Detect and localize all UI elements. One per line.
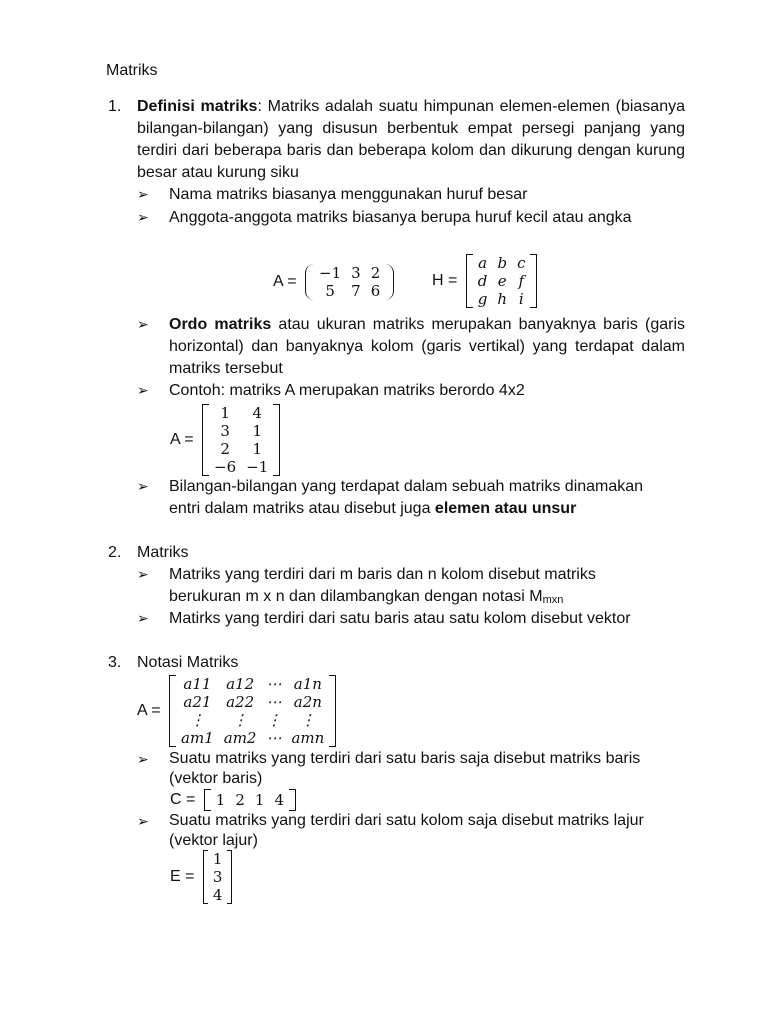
mxn-paragraph	[169, 564, 659, 608]
matrix-row	[209, 404, 273, 422]
matrix-row	[209, 458, 273, 476]
matrix-row	[209, 440, 273, 458]
matrix-cell: 3	[212, 868, 223, 886]
matrix-cell: b	[497, 254, 508, 272]
matrix-cell: ⋮	[300, 711, 316, 729]
matrix-cell: 1	[254, 791, 265, 809]
matrix-a-4x2	[170, 404, 280, 476]
section-number: 2.	[108, 544, 122, 561]
matrix-row	[314, 264, 385, 282]
arrowhead-bullet-icon: ➢	[137, 479, 149, 495]
matrix-cell: −6	[214, 458, 237, 476]
matrix-cell: 4	[274, 791, 284, 809]
matrix-entries	[209, 404, 273, 476]
matrix-cell: 5	[325, 282, 335, 300]
page-title: Matriks	[106, 62, 158, 79]
matrix-row	[208, 868, 228, 886]
section-number: 1.	[108, 98, 122, 115]
matrix-cell: ⋮	[189, 711, 205, 729]
matrix-cell: 3	[351, 264, 361, 282]
ordo-term: Ordo matriks	[169, 316, 272, 333]
matrix-cell: ⋮	[266, 711, 282, 729]
matrix-entries	[473, 254, 531, 308]
matrix-cell: 4	[252, 404, 262, 422]
matrix-row	[176, 729, 329, 747]
ordo-text: atau ukuran matriks merupakan banyaknya baris (garis horizontal) dan banyaknya kolom (garis vertikal) yang terdapat dalam matriks tersebut	[169, 316, 685, 377]
matrix-label: A =	[273, 273, 302, 290]
matrix-cell: 1	[215, 791, 226, 809]
entri-text: Bilangan-bilangan yang terdapat dalam sebuah matriks dinamakan entri dalam matriks atau disebut juga	[169, 478, 644, 517]
matrix-cell: 1	[252, 440, 262, 458]
matrix-row	[208, 886, 228, 904]
matrix-cell: ⋯	[266, 675, 282, 693]
matrix-cell: ⋯	[266, 693, 282, 711]
matrix-cell: 1	[212, 850, 223, 868]
arrowhead-bullet-icon: ➢	[137, 317, 149, 333]
arrowhead-bullet-icon: ➢	[137, 567, 149, 583]
arrowhead-bullet-icon: ➢	[137, 210, 149, 226]
matrix-row	[176, 675, 329, 693]
matrix-h	[432, 254, 537, 308]
mxn-text: Matriks yang terdiri dari m baris dan n kolom disebut matriks berukuran m x n dan dilambangkan dengan notasi M	[169, 566, 596, 605]
matrix-cell: ⋮	[232, 711, 248, 729]
matrix-label: A =	[137, 702, 166, 719]
matrix-cell: 6	[370, 282, 381, 300]
arrowhead-bullet-icon: ➢	[137, 383, 149, 399]
bullet-text: Nama matriks biasanya menggunakan huruf besar	[169, 186, 528, 203]
matrix-cell: a22	[226, 693, 255, 711]
matrix-e	[170, 850, 232, 904]
matrix-row	[473, 254, 531, 272]
matrix-cell: 7	[351, 282, 361, 300]
matrix-entries	[211, 791, 289, 809]
matrix-cell: 2	[235, 791, 245, 809]
matrix-entries	[176, 675, 329, 747]
bullet-text: Matirks yang terdiri dari satu baris atau satu kolom disebut vektor	[169, 610, 631, 627]
matrix-cell: 2	[370, 264, 381, 282]
arrowhead-bullet-icon: ➢	[137, 611, 149, 627]
matrix-cell: c	[517, 254, 526, 272]
matrix-label: A =	[170, 431, 199, 448]
bullet-text: Anggota-anggota matriks biasanya berupa huruf kecil atau angka	[169, 209, 632, 226]
matrix-cell: g	[477, 290, 488, 308]
section-heading: Matriks	[137, 544, 189, 561]
matrix-cell: a21	[183, 693, 212, 711]
definition-term: Definisi matriks	[137, 98, 258, 115]
matrix-cell: e	[497, 272, 507, 290]
matrix-cell: a11	[183, 675, 212, 693]
matrix-a-general	[137, 675, 336, 747]
matrix-cell: a2n	[293, 693, 322, 711]
matrix-a-paren	[273, 264, 394, 300]
matrix-label: E =	[170, 868, 199, 885]
matrix-label: C =	[170, 791, 200, 808]
matrix-row	[176, 711, 329, 729]
entri-paragraph	[169, 476, 669, 520]
arrowhead-bullet-icon: ➢	[137, 814, 149, 830]
matrix-cell: 1	[252, 422, 262, 440]
entri-term: elemen atau unsur	[434, 500, 577, 517]
matrix-cell: am2	[223, 729, 257, 747]
matrix-entries	[208, 850, 228, 904]
matrix-row	[176, 693, 329, 711]
arrowhead-bullet-icon: ➢	[137, 752, 149, 768]
matrix-cell: ⋯	[266, 729, 282, 747]
arrowhead-bullet-icon: ➢	[137, 187, 149, 203]
definition-paragraph	[137, 96, 685, 184]
matrix-cell: amn	[291, 729, 325, 747]
matrix-cell: a1n	[293, 675, 322, 693]
matrix-cell: am1	[181, 729, 214, 747]
matrix-cell: h	[497, 290, 508, 308]
matrix-row	[314, 282, 385, 300]
mxn-subscript: mxn	[542, 594, 564, 606]
matrix-cell: a	[478, 254, 488, 272]
matrix-cell: 2	[220, 440, 230, 458]
bullet-text: Suatu matriks yang terdiri dari satu baris saja disebut matriks baris (vektor baris)	[169, 750, 641, 787]
matrix-cell: 4	[212, 886, 223, 904]
matrix-row	[473, 272, 531, 290]
section-heading: Notasi Matriks	[137, 654, 239, 671]
matrix-cell: d	[477, 272, 488, 290]
ordo-paragraph	[169, 314, 685, 380]
bullet-text: Contoh: matriks A merupakan matriks berordo 4x2	[169, 382, 525, 399]
bullet-text: Suatu matriks yang terdiri dari satu kolom saja disebut matriks lajur (vektor lajur)	[169, 812, 644, 849]
matrix-cell: 3	[220, 422, 230, 440]
matrix-cell: 1	[220, 404, 230, 422]
matrix-cell: a12	[226, 675, 255, 693]
definition-text: : Matriks adalah suatu himpunan elemen-elemen (biasanya bilangan-bilangan) yang disusun berbentuk empat persegi panjang yang terdiri dari beberapa baris dan beberapa kolom dan dikurung dengan kurung besar atau kurung siku	[137, 98, 685, 181]
matrix-cell: f	[518, 272, 525, 290]
matrix-cell: −1	[319, 264, 342, 282]
matrix-row	[211, 791, 289, 809]
matrix-entries	[314, 264, 385, 300]
matrix-row	[473, 290, 531, 308]
matrix-cell: −1	[246, 458, 269, 476]
section-number: 3.	[108, 654, 122, 671]
matrix-cell: i	[518, 290, 524, 308]
matrix-label: H =	[432, 272, 462, 289]
matrix-row	[208, 850, 228, 868]
matrix-row	[209, 422, 273, 440]
matrix-c	[170, 789, 296, 811]
